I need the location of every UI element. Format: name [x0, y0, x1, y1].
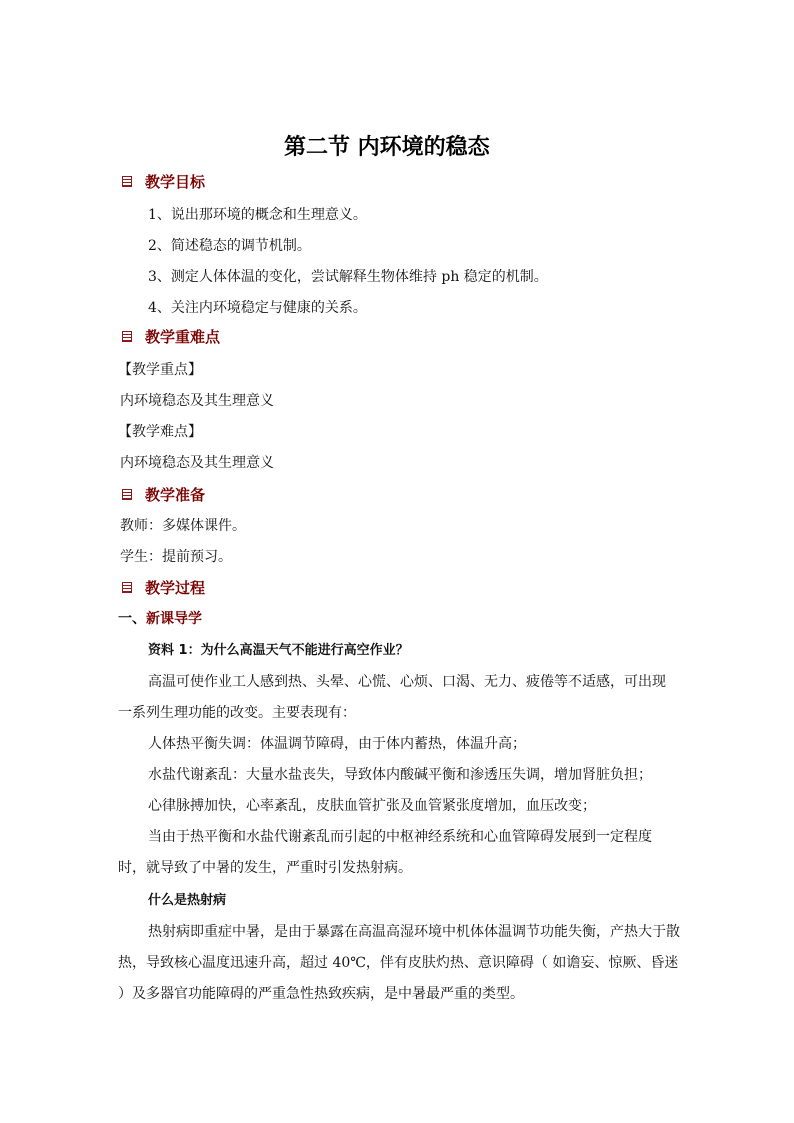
- section-heading-key-points: 教学重难点: [145, 328, 221, 346]
- symptom-line: 心律脉搏加快，心率紊乱，皮肤血管扩张及血管紧张度增加，血压改变；: [148, 798, 596, 814]
- symptom-line: 水盐代谢紊乱：大量水盐丧失，导致体内酸碱平衡和渗透压失调，增加肾脏负担；: [148, 767, 652, 783]
- difficulty-label: 【教学难点】: [118, 424, 202, 440]
- paragraph-line: 高温可使作业工人感到热、头晕、心慌、心烦、口渴、无力、疲倦等不适感，可出现: [148, 674, 666, 690]
- teacher-preparation: 教师：多媒体课件。: [120, 518, 246, 534]
- symptom-line: 人体热平衡失调：体温调节障碍，由于体内蓄热，体温升高；: [148, 736, 526, 752]
- material-title: 资料 1：为什么高温天气不能进行高空作业？: [148, 643, 409, 658]
- paragraph-line: 时，就导致了中暑的发生，严重时引发热射病。: [118, 860, 412, 876]
- focus-text: 内环境稳态及其生理意义: [120, 393, 274, 409]
- student-preparation: 学生：提前预习。: [120, 549, 232, 565]
- objective-item: 4、关注内环境稳定与健康的关系。: [148, 300, 367, 316]
- section-heading-preparation: 教学准备: [145, 486, 206, 504]
- part-title: 新课导学: [146, 611, 202, 627]
- focus-label: 【教学重点】: [118, 362, 202, 378]
- paragraph-line: 热，导致核心温度迅速升高，超过 40℃，伴有皮肤灼热、意识障碍（ 如谵妄、惊厥、昏迷: [118, 955, 679, 971]
- difficulty-text: 内环境稳态及其生理意义: [120, 455, 274, 471]
- paragraph-line: 当由于热平衡和水盐代谢紊乱而引起的中枢神经系统和心血管障碍发展到一定程度: [148, 829, 652, 845]
- subheading: 什么是热射病: [148, 893, 227, 908]
- section-bullet-icon: [122, 489, 132, 500]
- section-bullet-icon: [122, 582, 132, 593]
- paragraph-line: ）及多器官功能障碍的严重急性热致疾病，是中暑最严重的类型。: [118, 986, 524, 1002]
- section-bullet-icon: [122, 176, 132, 187]
- paragraph-line: 一系列生理功能的改变。主要表现有：: [118, 705, 356, 721]
- section-heading-objectives: 教学目标: [145, 173, 206, 191]
- objective-item: 1、说出那环境的概念和生理意义。: [148, 207, 367, 223]
- section-heading-process: 教学过程: [145, 579, 206, 597]
- objective-item: 3、测定人体体温的变化，尝试解释生物体维持 ph 稳定的机制。: [148, 269, 548, 285]
- section-bullet-icon: [122, 331, 132, 342]
- objective-item: 2、简述稳态的调节机制。: [148, 238, 311, 254]
- part-heading: [118, 608, 202, 628]
- part-number: 一、: [118, 611, 146, 627]
- page-title: 第二节 内环境的稳态: [284, 135, 490, 160]
- paragraph-line: 热射病即重症中暑，是由于暴露在高温高湿环境中机体体温调节功能失衡，产热大于散: [148, 924, 680, 940]
